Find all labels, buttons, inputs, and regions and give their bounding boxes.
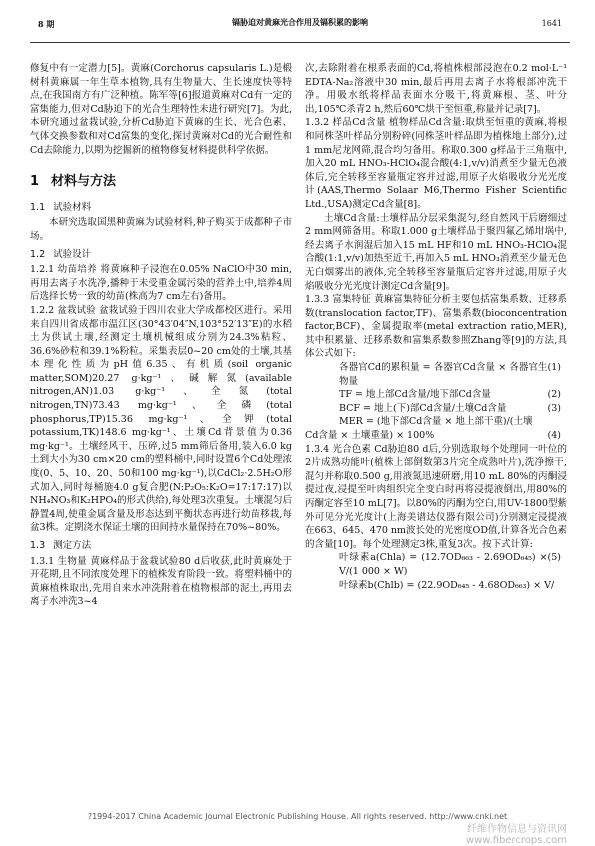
- subsection-number: 1.3: [30, 540, 46, 551]
- equation-text: Cd含量 × 土壤重量) × 100%: [305, 430, 435, 442]
- subsection-title: 试验材料: [53, 201, 92, 213]
- equation-number: (5): [547, 552, 561, 564]
- subsection-number: 1.2: [30, 248, 46, 260]
- seedling-paragraph: 1.2.1 幼苗培养 将黄麻种子浸泡在0.05% NaClO中30 min,再用去离子水洗净,播种于未受重金属污染的营养土中,培养4周后选择长势一致的幼苗(株高为7 cm左右)备用。: [30, 264, 292, 303]
- section-number: 1: [30, 174, 40, 190]
- equation-2: [305, 388, 567, 402]
- equation-1: [305, 361, 567, 388]
- watermark-cn: 纤维作物信息与资讯网: [467, 824, 567, 835]
- running-title: 镉胁迫对黄麻光合作用及镉积累的影响: [232, 17, 368, 27]
- equation-text: 叶绿素a(Chla) = (12.7OD₆₆₃ - 2.69OD₆₄₅) × V/(1 000 × W): [339, 552, 548, 577]
- equation-text: MER = (地下部Cd含量 × 地上部干重)/(土壤: [339, 416, 533, 428]
- watermark-url: www.fibercrops.com: [465, 835, 567, 846]
- equation-number: (1): [547, 362, 561, 374]
- left-column: [30, 62, 292, 609]
- intro-paragraph: 修复中有一定潜力[5]。黄麻(Corchorus capsularis L.)是椴树科黄麻属一年生草本植物,具有生物量大、生长速度快等特点,在我国南方有广泛种植。陈军等[6]报道黄麻对Cd有一定的富集能力,但对Cd胁迫下的光合生理特性未进行研究[7]。为此,本研究通过盆栽试验,分析Cd胁迫下黄麻的生长、光合色素、气体交换参数和对Cd富集的变化,探讨黄麻对Cd的光合耐性和Cd去除能力,以期为挖掘新的植物修复材料提供科学依据。: [30, 63, 292, 156]
- page-number: 1641: [541, 19, 562, 28]
- copyright-footer: ?1994-2017 China Academic Journal Electronic Publishing House. All rights reserved. http://www.cnki.net: [87, 812, 508, 821]
- enrichment-paragraph: 1.3.3 富集特征 黄麻富集特征分析主要包括富集系数、迁移系数(translocation factor,TF)、富集系数(bioconcentration factor,BCF)、金属提取率(metal extraction ratio,MER),其中积累量、迁移系数和富集系数参照Zhang等[9]的方法,具体公式如下:: [305, 294, 567, 360]
- equation-4: [305, 415, 567, 429]
- materials-paragraph: 本研究选取国黑种黄麻为试验材料,种子购买于成都种子市场。: [30, 217, 292, 242]
- plant-cd-paragraph: 1.3.2 样品Cd含量 植物样品Cd含量:取烘至恒重的黄麻,将根和同株茎叶样品分别粉碎(同株茎叶样品即为植株地上部分),过1 mm尼龙网筛,混合均匀备用。称取0.300 g样品于三角瓶中,加入20 mL HNO₃-HClO₄混合酸(4:1,v/v)消煮至少量无色液体后,完全转移至容量瓶定容并过滤,用原子火焰吸收分光光度计(AAS,Thermo Solaar M6,Thermo Fisher Scientific Ltd.,USA)测定Cd含量[8]。: [305, 117, 567, 210]
- equation-number: (2): [547, 389, 561, 401]
- pot-experiment-paragraph: 1.2.2 盆栽试验 盆栽试验于四川农业大学成都校区进行。采用来自四川省成都市温江区(30°43′04″N,103°52′13″E)的水稻土为供试土壤,经测定土壤机械组成分别为24.3%粘粒、36.6%砂粒和39.1%粉粒。采集表层0~20 cm处的土壤,其基本理化性质为pH值6.35、有机质(soil organic matter,SOM)20.27 g·kg⁻¹、碱解氮(available nitrogen,AN)1.03 g·kg⁻¹、全氮(total nitrogen,TN)73.43 mg·kg⁻¹、全磷(total phosphorus,TP)15.36 mg·kg⁻¹、全钾(total potassium,TK)148.6 mg·kg⁻¹、土壤Cd背景值为0.36 mg·kg⁻¹。土壤经风干、压碎,过5 mm筛后备用,装入6.0 kg土到大小为30 cm×20 cm的塑料桶中,同时设置6个Cd处理浓度(0、5、10、20、50和100 mg·kg⁻¹),以CdCl₂·2.5H₂O形式加入,同时每桶施4.0 g复合肥(N:P₂O₅:K₂O=17:17:17)以NH₄NO₃和K₂HPO₄的形式供给),每处理3次重复。土壤混匀后静置4周,使重金属含量及形态达到平衡状态再进行幼苗移栽,每盆3株。定期浇水保证土壤的田间持水量保持在70%~80%。: [30, 304, 292, 534]
- pigment-paragraph: 1.3.4 光合色素 Cd胁迫80 d后,分别选取每个处理同一叶位的2片成熟功能叶(植株上部倒数第3片完全成熟叶片),洗净擦干,混匀并称取0.500 g,用液氮迅速研磨,用10 mL 80%的丙酮浸提过夜,浸提至叶肉组织完全变白时再将浸提液倒出,用80%的丙酮定容至10 mL[7]。以80%的丙酮为空白,用UV-1800型紫外可见分光光度计(上海美谱达仪器有限公司)分别测定浸提液在663、645、470 nm波长处的光密度OD值,计算各光合色素的含量[10]。每个处理测定3株,重复3次。按下式计算:: [305, 443, 567, 550]
- equation-number: (3): [547, 402, 561, 414]
- equation-3: [305, 402, 567, 416]
- watermark: [466, 824, 567, 846]
- equation-text: BCF = 地上(下)部Cd含量/土壤Cd含量: [339, 402, 507, 414]
- running-header: [30, 10, 570, 32]
- subsection-heading: [30, 201, 292, 215]
- issue-label: 8 期: [38, 19, 55, 29]
- subsection-heading: [30, 539, 292, 553]
- equation-text: 各器官Cd的累积量 = 各器官Cd含量 × 各器官生物量: [339, 362, 548, 387]
- biomass-paragraph: 1.3.1 生物量 黄麻样品于盆栽试验80 d后收获,此时黄麻处于开花期,且不同浓度处理下的植株发育阶段一致。将塑料桶中的黄麻植株取出,先用自来水冲洗附着在植物根部的泥土,再用去离子水冲洗3~4: [30, 555, 292, 608]
- right-column: [305, 62, 567, 592]
- subsection-heading: [30, 248, 292, 262]
- soil-cd-paragraph: 土壤Cd含量:土壤样品分层采集混匀,经自然风干后磨细过2 mm网筛备用。称取1.000 g土壤样品于聚四氟乙烯坩埚中,经去离子水润湿后加入15 mL HF和10 mL HNO₃-HClO₄混合酸(1:1,v/v)加热至近干,再加入5 mL HNO₃消煮至少量无色无白烟雾出的液体,完全转移至容量瓶后定容并过滤,用原子火焰吸收分光光度计测定Cd含量[9]。: [305, 212, 567, 292]
- section-title: 材料与方法: [51, 174, 117, 190]
- equation-5: [305, 551, 567, 578]
- header-rule: [30, 42, 570, 43]
- equation-text: TF = 地上部Cd含量/地下部Cd含量: [339, 389, 491, 401]
- equation-text: 叶绿素b(Chlb) = (22.9OD₆₄₅ - 4.68OD₆₆₃) × V/: [339, 579, 555, 591]
- equation-number: (4): [547, 430, 561, 442]
- section-heading: [30, 175, 292, 189]
- subsection-number: 1.1: [30, 201, 46, 213]
- subsection-title: 测定方法: [53, 540, 92, 551]
- equation-4-cont: [305, 429, 567, 443]
- equation-6: [305, 579, 567, 593]
- subsection-title: 试验设计: [53, 248, 92, 260]
- washing-paragraph: 次,去除附着在根系表面的Cd,将植株根部浸泡在0.2 mol·L⁻¹ EDTA-Na₂溶液中30 min,最后再用去离子水将根部冲洗干净。用吸水纸将样品表面水分吸干,将黄麻根、茎、叶分出,105℃杀青2 h,然后60℃烘干至恒重,称量并记录[7]。: [305, 63, 567, 115]
